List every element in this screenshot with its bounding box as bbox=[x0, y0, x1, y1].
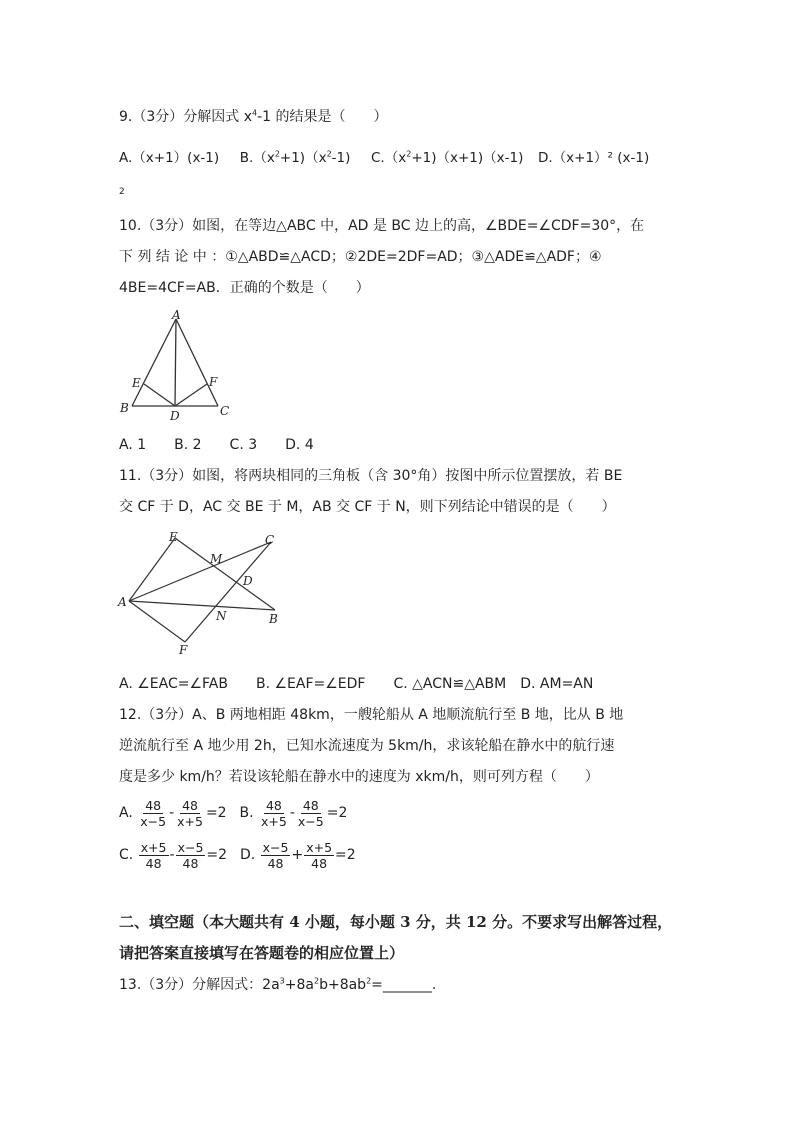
fraction: $\frac{48}{x+5}$ bbox=[177, 797, 203, 829]
q10-label-f: F bbox=[209, 375, 218, 389]
q9-option-b: $B.(x^2+1)(x^2-1)$ bbox=[239, 149, 351, 166]
q12-stem-line3: 度是多少 km/h？若设该轮船在静水中的速度为 xkm/h，则可列方程（ ） bbox=[119, 769, 599, 785]
q13-answer-blank[interactable]: =_______. bbox=[371, 977, 437, 993]
q10-edge-ab bbox=[132, 319, 176, 406]
q10-stem-line3: 4BE=4CF=AB．正确的个数是（ ） bbox=[119, 280, 370, 296]
q11-label-n: N bbox=[216, 609, 227, 623]
q12-stem-line1: 12.（3分）A、B 两地相距 48km，一艘轮船从 A 地顺流航行至 B 地，比从 B 地 bbox=[119, 707, 624, 723]
q12-options-ab bbox=[119, 796, 347, 830]
fraction: $\frac{48}{x-5}$ bbox=[140, 797, 167, 829]
q12-option-c: C. $\frac{x+5}{48}$ - $\frac{x-5}{48}$ =2 bbox=[119, 839, 228, 871]
q9-wrap: 2 bbox=[119, 187, 125, 197]
q11-label-f: F bbox=[179, 643, 188, 657]
q10-segment-de bbox=[144, 384, 175, 406]
q10-stem-line2: 下 列 结 论 中 ：①△ABD≌△ACD；②2DE=2DF=AD；③△ADE≌△ADF；④ bbox=[119, 249, 602, 265]
q10-options: A. 1 B. 2 C. 3 D. 4 bbox=[119, 437, 314, 453]
fraction: $\frac{48}{x-5}$ bbox=[297, 797, 324, 829]
q9-option-c: $C.(x^2+1)(x+1)(x-1)$ bbox=[371, 149, 524, 166]
q11-stem-line2: 交 CF 于 D，AC 交 BE 于 M，AB 交 CF 于 N，则下列结论中错误的是（ ） bbox=[119, 499, 616, 515]
q10-label-e: E bbox=[132, 376, 141, 390]
q10-stem-line1: 10.（3分）如图，在等边△ABC 中，AD 是 BC 边上的高，∠BDE=∠CDF=30°，在 bbox=[119, 218, 645, 234]
fraction: $\frac{x-5}{48}$ bbox=[177, 839, 204, 871]
q12-option-b: B. $\frac{48}{x+5}$ - $\frac{48}{x-5}$ =2 bbox=[239, 797, 348, 829]
q9-option-a: A.（x+1）(x-1) bbox=[119, 150, 220, 166]
q11-label-a: A bbox=[118, 595, 127, 609]
q13-stem: 13.（3分）分解因式：$2a^3+8a^2b+8ab^2=\_\_\_\_\_\_\_$. bbox=[119, 976, 437, 993]
q11-label-e: E bbox=[169, 530, 178, 544]
q11-triangles-figure bbox=[115, 528, 285, 658]
section-heading-line1: 二、填空题（本大题共有 4 小题，每小题 3 分，共 12 分。不要求写出解答过程， bbox=[119, 913, 673, 931]
q10-label-a: A bbox=[172, 308, 181, 322]
q11-stem-line1: 11.（3分）如图，将两块相同的三角板（含 30°角）按图中所示位置摆放，若 BE bbox=[119, 468, 623, 484]
q10-label-d: D bbox=[170, 409, 180, 423]
fraction: $\frac{48}{x+5}$ bbox=[261, 797, 287, 829]
q12-option-a: A. $\frac{48}{x-5}$ - $\frac{48}{x+5}$ =2 bbox=[119, 797, 227, 829]
fraction: $\frac{x+5}{48}$ bbox=[306, 839, 333, 871]
q10-altitude-ad bbox=[175, 319, 176, 406]
q10-edge-ac bbox=[176, 319, 218, 406]
q11-options: A. ∠EAC=∠FAB B. ∠EAF=∠EDF C. △ACN≌△ABM D. AM=AN bbox=[119, 676, 594, 692]
q9-options bbox=[119, 148, 649, 168]
q9-option-d: D.（x+1）² (x-1) bbox=[537, 150, 650, 166]
q12-stem-line2: 逆流航行至 A 地少用 2h，已知水流速度为 5km/h，求该轮船在静水中的航行速 bbox=[119, 738, 615, 754]
q11-label-m: M bbox=[210, 552, 223, 566]
q11-label-c: C bbox=[265, 533, 275, 547]
q10-segment-df bbox=[175, 384, 207, 406]
q9-stem: 9.（3分）分解因式 $x^4-1$ 的结果是（ ） bbox=[119, 108, 388, 125]
q11-label-d: D bbox=[243, 574, 253, 588]
q10-label-b: B bbox=[120, 401, 129, 415]
q12-options-cd bbox=[119, 838, 356, 872]
q12-option-d: D. $\frac{x-5}{48}$ + $\frac{x+5}{48}$ =2 bbox=[239, 839, 356, 871]
fraction: $\frac{x+5}{48}$ bbox=[140, 839, 167, 871]
fraction: $\frac{x-5}{48}$ bbox=[262, 839, 289, 871]
q10-triangle-figure bbox=[115, 308, 245, 426]
q11-label-b: B bbox=[269, 612, 278, 626]
section-heading-line2: 请把答案直接填写在答题卷的相应位置上） bbox=[119, 944, 405, 962]
q10-label-c: C bbox=[220, 404, 230, 418]
